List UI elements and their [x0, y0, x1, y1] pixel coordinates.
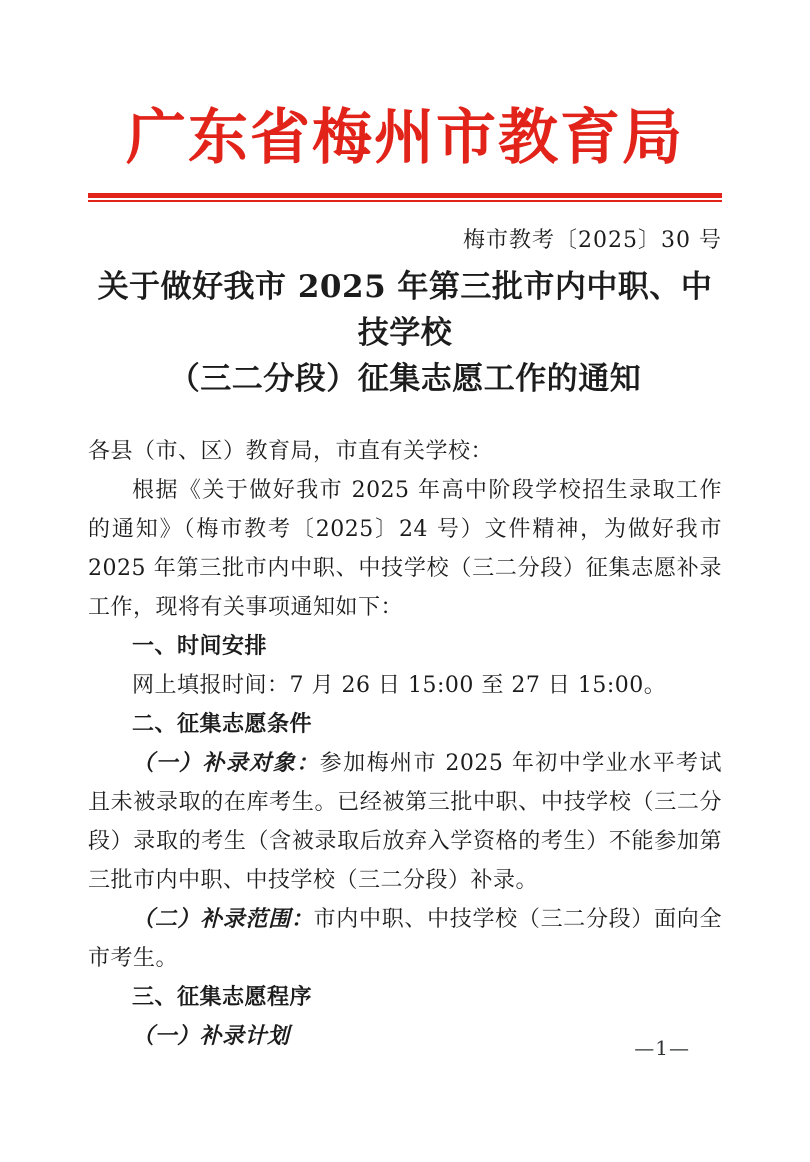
item-2-lead: （二）补录范围： — [132, 906, 314, 932]
salutation: 各县（市、区）教育局，市直有关学校： — [88, 439, 494, 464]
item-1-text: 参加梅州市 2025 年初中学业水平考试且未被录取的在库考生。已经被第三批中职、中技学校（三二分段）录取的考生（含被录取后放弃入学资格的考生）不能参加第三批市内中职、中技学校（三二分段）补录。 — [88, 751, 722, 893]
item-2-text: 市内中职、中技学校（三二分段）面向全市考生。 — [88, 907, 722, 971]
red-divider-thin-line — [88, 200, 722, 202]
intro-paragraph: 根据《关于做好我市 2025 年高中阶段学校招生录取工作的通知》（梅市教考〔2025〕24 号）文件精神，为做好我市 2025 年第三批市内中职、中技学校（三二分段）征集志愿补录工作，现将有关事项通知如下： — [88, 478, 722, 620]
item-2-paragraph — [88, 900, 722, 978]
item-3-lead: （一）补录计划 — [132, 1023, 290, 1049]
document-title — [88, 264, 722, 402]
item-1-paragraph — [88, 744, 722, 900]
section-1-text: 网上填报时间：7 月 26 日 15:00 至 27 日 15:00。 — [132, 673, 667, 698]
section-heading-2: 二、征集志愿条件 — [132, 712, 313, 737]
document-content — [0, 104, 810, 1056]
document-title-line2: （三二分段）征集志愿工作的通知 — [168, 361, 642, 397]
agency-header-title: 广东省梅州市教育局 — [126, 103, 684, 173]
document-number: 梅市教考〔2025〕30 号 — [463, 228, 722, 253]
section-heading-1: 一、时间安排 — [132, 634, 268, 659]
document-body — [88, 432, 722, 1056]
red-divider — [88, 193, 722, 202]
section-heading-3: 三、征集志愿程序 — [132, 985, 313, 1010]
document-title-line1: 关于做好我市 2025 年第三批市内中职、中技学校 — [97, 269, 713, 351]
item-3-paragraph — [88, 1017, 722, 1056]
item-1-lead: （一）补录对象： — [132, 750, 320, 776]
page-number: —1— — [634, 1036, 690, 1060]
